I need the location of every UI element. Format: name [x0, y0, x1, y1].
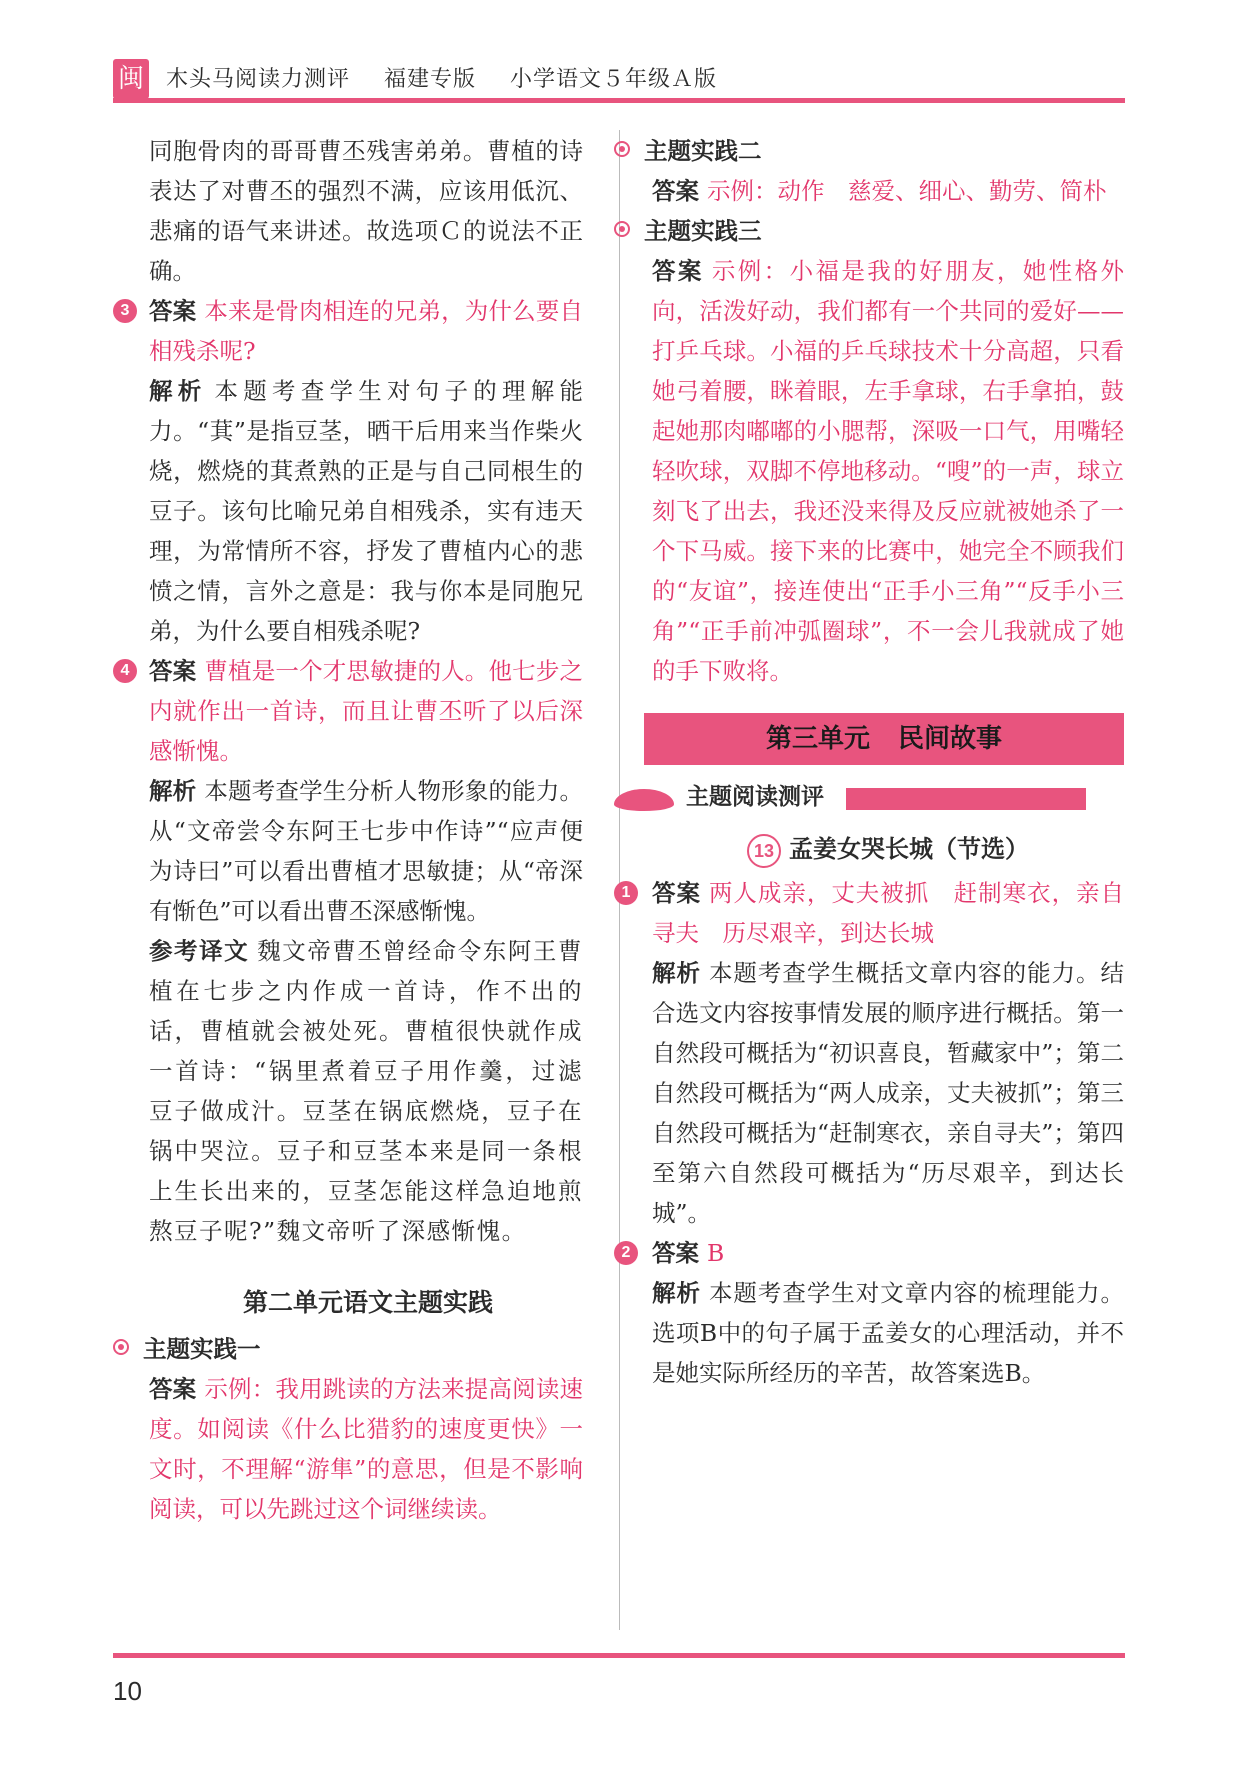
question-2-answer	[614, 1233, 1124, 1273]
answer-text: 本来是骨肉相连的兄弟，为什么要自相残杀呢?	[149, 297, 584, 365]
practice-1-heading: 主题实践一	[113, 1329, 583, 1369]
running-header	[166, 62, 743, 93]
header-rule	[113, 98, 1125, 103]
analysis-text: 本题考查学生分析人物形象的能力。从“文帝尝令东阿王七步中作诗”“应声便为诗曰”可以看出曹植才思敏捷；从“帝深有惭色”可以看出曹丕深感惭愧。	[149, 777, 584, 925]
analysis-label: 解析	[149, 377, 207, 405]
analysis-text: 本题考查学生对文章内容的梳理能力。选项B中的句子属于孟姜女的心理活动，并不是她实际所经历的辛苦，故答案选B。	[652, 1279, 1125, 1387]
sub-banner-bar	[846, 788, 1086, 810]
practice-3-heading: 主题实践三	[614, 211, 1124, 251]
practice-1-answer	[113, 1369, 583, 1529]
lesson-number-badge: 13	[747, 834, 781, 868]
answer-label: 答案	[149, 297, 197, 325]
unit-theme: 民间故事	[898, 724, 1003, 754]
answer-text: 曹植是一个才思敏捷的人。他七步之内就作出一首诗，而且让曹丕听了以后深感惭愧。	[149, 657, 584, 765]
question-number-badge: 3	[113, 299, 137, 323]
question-4-analysis	[113, 771, 583, 931]
leaf-icon	[614, 789, 674, 811]
answer-text: 示例：小福是我的好朋友，她性格外向，活泼好动，我们都有一个共同的爱好——打乒乓球。小福的乒乓球技术十分高超，只看她弓着腰，眯着眼，左手拿球，右手拿拍，鼓起她那肉嘟嘟的小腮帮，深吸一口气，用嘴轻轻吹球，双脚不停地移动。“嗖”的一声，球立刻飞了出去，我还没来得及反应就被她杀了一个下马威。接下来的比赛中，她完全不顾我们的“友谊”，接连使出“正手小三角”“反手小三角”“正手前冲弧圈球”，不一会儿我就成了她的手下败将。	[652, 257, 1125, 685]
translation-label: 参考译文	[149, 937, 250, 965]
question-1-analysis	[652, 953, 1124, 1233]
answer-text: 示例：我用跳读的方法来提高阅读速度。如阅读《什么比猎豹的速度更快》一文时，不理解“游隼”的意思，但是不影响阅读，可以先跳过这个词继续读。	[149, 1375, 584, 1523]
question-1-answer	[614, 873, 1124, 953]
reference-translation	[113, 931, 583, 1251]
question-2-analysis	[652, 1273, 1124, 1393]
answer-label: 答案	[652, 1239, 699, 1267]
analysis-text: 本题考查学生对句子的理解能力。“萁”是指豆茎，晒干后用来当作柴火烧，燃烧的萁煮熟的正是与自己同根生的豆子。该句比喻兄弟自相残杀，实有违天理，为常情所不容，抒发了曹植内心的悲愤之情，言外之意是：我与你本是同胞兄弟，为什么要自相残杀呢?	[149, 377, 583, 645]
lesson-title	[652, 829, 1124, 869]
answer-label: 答案	[149, 657, 197, 685]
answer-text: 两人成亲，丈夫被抓 赶制寒衣，亲自寻夫 历尽艰辛，到达长城	[652, 879, 1125, 947]
practice-2-answer	[652, 171, 1124, 211]
edition-label: 福建专版	[384, 67, 477, 92]
practice-3-answer	[652, 251, 1124, 691]
answer-label: 答案	[652, 177, 699, 205]
subject-label: 小学语文５年级Ａ版	[510, 67, 718, 92]
question-number-badge: 1	[614, 881, 638, 905]
unit2-practice-title: 第二单元语文主题实践	[242, 1288, 493, 1317]
intro-paragraph: 同胞骨肉的哥哥曹丕残害弟弟。曹植的诗表达了对曹丕的强烈不满，应该用低沉、悲痛的语气来讲述。故选项Ｃ的说法不正确。	[149, 137, 583, 285]
unit-number: 第三单元	[765, 724, 870, 754]
header-badge: 闽	[113, 59, 149, 99]
question-3-analysis	[113, 371, 583, 651]
question-number-badge: 4	[113, 659, 137, 683]
target-bullet-icon	[614, 221, 630, 237]
analysis-label: 解析	[149, 777, 197, 805]
answer-text: B	[707, 1239, 725, 1267]
page-number: 10	[113, 1676, 142, 1706]
practice-2-heading: 主题实践二	[614, 131, 1124, 171]
analysis-label: 解析	[652, 959, 701, 987]
target-bullet-icon	[614, 141, 630, 157]
target-bullet-icon	[113, 1339, 129, 1355]
question-number-badge: 2	[614, 1241, 638, 1265]
sub-banner-label: 主题阅读测评	[686, 783, 824, 810]
lesson-title-text: 孟姜女哭长城（节选）	[789, 834, 1029, 863]
left-column	[113, 131, 583, 1529]
answer-label: 答案	[652, 879, 701, 907]
answer-text: 示例：动作 慈爱、细心、勤劳、简朴	[707, 177, 1107, 205]
sub-banner	[614, 779, 1124, 815]
book-title: 木头马阅读力测评	[166, 67, 351, 92]
question-3-answer	[113, 291, 583, 371]
question-4-answer	[113, 651, 583, 771]
translation-text: 魏文帝曹丕曾经命令东阿王曹植在七步之内作成一首诗，作不出的话，曹植就会被处死。曹植很快就作成一首诗：“锅里煮着豆子用作羹，过滤豆子做成汁。豆茎在锅底燃烧，豆子在锅中哭泣。豆子和豆茎本来是同一条根上生长出来的，豆茎怎能这样急迫地煎熬豆子呢?”魏文帝听了深感惭愧。	[149, 937, 583, 1245]
answer-label: 答案	[149, 1375, 197, 1403]
analysis-label: 解析	[652, 1279, 701, 1307]
analysis-text: 本题考查学生概括文章内容的能力。结合选文内容按事情发展的顺序进行概括。第一自然段可概括为“初识喜良，暂藏家中”；第二自然段可概括为“两人成亲，丈夫被抓”；第三自然段可概括为“赶制寒衣，亲自寻夫”；第四至第六自然段可概括为“历尽艰辛，到达长城”。	[652, 959, 1125, 1227]
right-column	[621, 131, 1125, 1393]
footer-rule	[113, 1653, 1125, 1658]
answer-label: 答案	[652, 257, 704, 285]
unit-3-banner	[644, 713, 1124, 765]
